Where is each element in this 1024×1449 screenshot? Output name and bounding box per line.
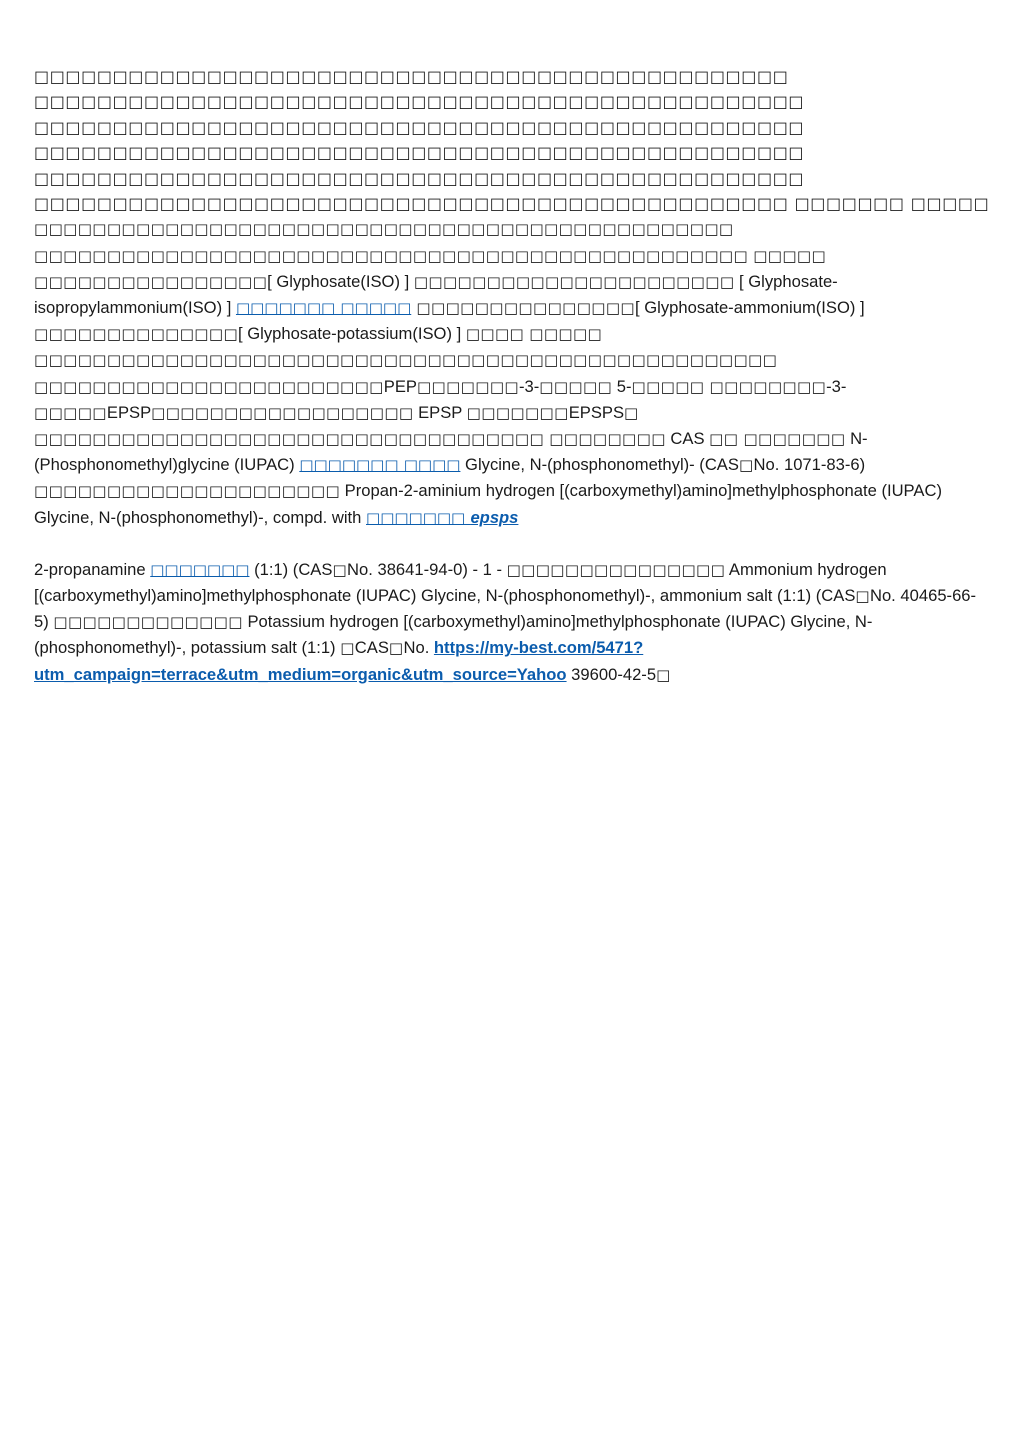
- heading-line-4: □□□□□□□□□□□□□□□□□□□□□□□□□□□□□□□□□□□□□□□□□□□□□□□□□: [34, 143, 805, 163]
- text-run: -3-: [826, 376, 847, 396]
- text-run: □□ □□□□□□□: [709, 430, 846, 449]
- text-run: Potassium hydrogen [(carboxymethyl)amino]methylphosphonate (IUPAC) Glycine, N-(phosphonomethyl)-, potassium salt (1:1): [34, 612, 873, 658]
- inline-link-1[interactable]: □□□□□□□ □□□□□: [235, 299, 412, 318]
- text-run: [ Glyphosate-potassium(ISO) ]: [238, 324, 466, 344]
- document-page: [34, 64, 990, 688]
- text-run: □: [855, 587, 870, 606]
- text-run: □□□□□□□□□□□□□□□□□□□□□□: [413, 272, 735, 291]
- text-run: N-(Phosphonomethyl)glycine (IUPAC): [34, 429, 868, 475]
- text-run: CAS: [354, 638, 389, 658]
- text-run: Ammonium hydrogen [(carboxymethyl)amino]methylphosphonate (IUPAC) Glycine, N-(phosphonomethyl)-, ammonium salt (1:1) (CAS: [34, 559, 887, 606]
- inline-link-2[interactable]: □□□□□□□ □□□□: [299, 456, 461, 475]
- heading-line-3: □□□□□□□□□□□□□□□□□□□□□□□□□□□□□□□□□□□□□□□□□□□□□□□□□: [34, 117, 805, 137]
- heading-block: [34, 64, 990, 216]
- text-run: [ Glyphosate(ISO) ]: [267, 271, 414, 291]
- text-run: No.: [403, 638, 434, 658]
- text-run: □□□□□□□□□□□□□□□: [411, 299, 636, 318]
- paragraph-salts: [34, 557, 990, 688]
- text-run: CAS: [665, 429, 710, 449]
- text-run: Glycine, N-(phosphonomethyl)- (CAS: [460, 455, 739, 475]
- paragraph-glyphosate-names: [34, 216, 990, 530]
- text-run: □□□□□: [539, 377, 613, 396]
- text-run: 2-propanamine: [34, 559, 151, 579]
- text-run: □□□□□□□□□□□□□□□: [506, 560, 726, 579]
- text-run: □: [656, 665, 671, 684]
- inline-link-epsps[interactable]: [366, 509, 518, 527]
- text-run: □ □□□□□□□□□□□□□□□□□□□□□□□□□□□□□□□□□□□ □□□□□□□□: [34, 403, 666, 449]
- link-keyword: epsps: [470, 507, 519, 527]
- text-run: EPSPS: [568, 402, 625, 422]
- text-run: -3-: [518, 376, 540, 396]
- text-run: □□□□□□□□□□□□□□□□□□□□□: [34, 482, 341, 501]
- text-run: [ Glyphosate-ammonium(ISO) ]: [635, 298, 865, 318]
- heading-line-2: □□□□□□□□□□□□□□□□□□□□□□□□□□□□□□□□□□□□□□□□□□□□□□□□□: [34, 92, 805, 112]
- text-run: □: [738, 456, 754, 475]
- text-run: □□□□□□□□□□□□□□□□□□: [151, 403, 414, 422]
- text-run: □: [388, 639, 404, 658]
- heading-line-6: □□□□□□□□□□□□□□□□□□□□□□□□□□□□□□□□□□□□□□□□□□□□□□□□ □□□□□□□ □□□□□: [34, 194, 990, 214]
- text-run: □: [332, 560, 348, 579]
- text-run: 5-: [612, 376, 632, 396]
- link-squares: □□□□□□□: [366, 508, 471, 527]
- text-run: □□□□□□□□□□□□□□: [34, 325, 239, 344]
- text-run: □□□□□□□□□□□□□□□□□□□□□□□□□□□□□□□□□□□□□□□□□□□□□□□□ □□□□□□□□□□□□□□□□□□□□□□□□□□□□□□□□□□□□□□□□□□□□□□□□□ □□□□□ □□□□□□□□□□□□□□□□: [34, 220, 827, 291]
- inline-link-3[interactable]: □□□□□□□: [150, 560, 250, 579]
- heading-line-1: □□□□□□□□□□□□□□□□□□□□□□□□□□□□□□□□□□□□□□□□□□□□□□□□: [34, 67, 789, 86]
- text-run: (1:1) (CAS: [249, 559, 333, 579]
- text-run: [ Glyphosate-isopropylammonium(ISO) ]: [34, 271, 838, 318]
- heading-line-5: □□□□□□□□□□□□□□□□□□□□□□□□□□□□□□□□□□□□□□□□□□□□□□□□□: [34, 168, 805, 188]
- text-run: Propan-2-aminium hydrogen [(carboxymethyl)amino]methylphosphonate (IUPAC) Glycine, N-(phosphonomethyl)-, compd. with: [34, 481, 942, 527]
- external-url-link[interactable]: https://my-best.com/5471?utm_campaign=terrace&utm_medium=organic&utm_source=Yahoo: [34, 638, 644, 684]
- text-run: □□□□□□□□□□□□□: [53, 613, 243, 632]
- text-run: □□□□□ □□□□□□□□: [631, 377, 827, 396]
- text-run: EPSP: [106, 402, 152, 422]
- text-run: □□□□□: [34, 403, 107, 422]
- text-run: □□□□ □□□□□ □□□□□□□□□□□□□□□□□□□□□□□□□□□□□□□□□□□□□□□□□□□□□□□□□□□ □□□□□□□□□□□□□□□□□□□□□□□□: [34, 325, 778, 396]
- text-run: 39600-42-5: [566, 664, 657, 684]
- text-run: □: [340, 639, 355, 658]
- text-run: No. 1071-83-6): [753, 455, 866, 475]
- text-run: □□□□□□□: [466, 403, 569, 422]
- text-run: □□□□□□□: [416, 377, 519, 396]
- text-run: No. 38641-94-0) - 1 -: [347, 559, 507, 579]
- text-run: No. 40465-66-5): [34, 586, 977, 632]
- text-run: PEP: [383, 376, 417, 396]
- text-run: EPSP: [413, 402, 467, 422]
